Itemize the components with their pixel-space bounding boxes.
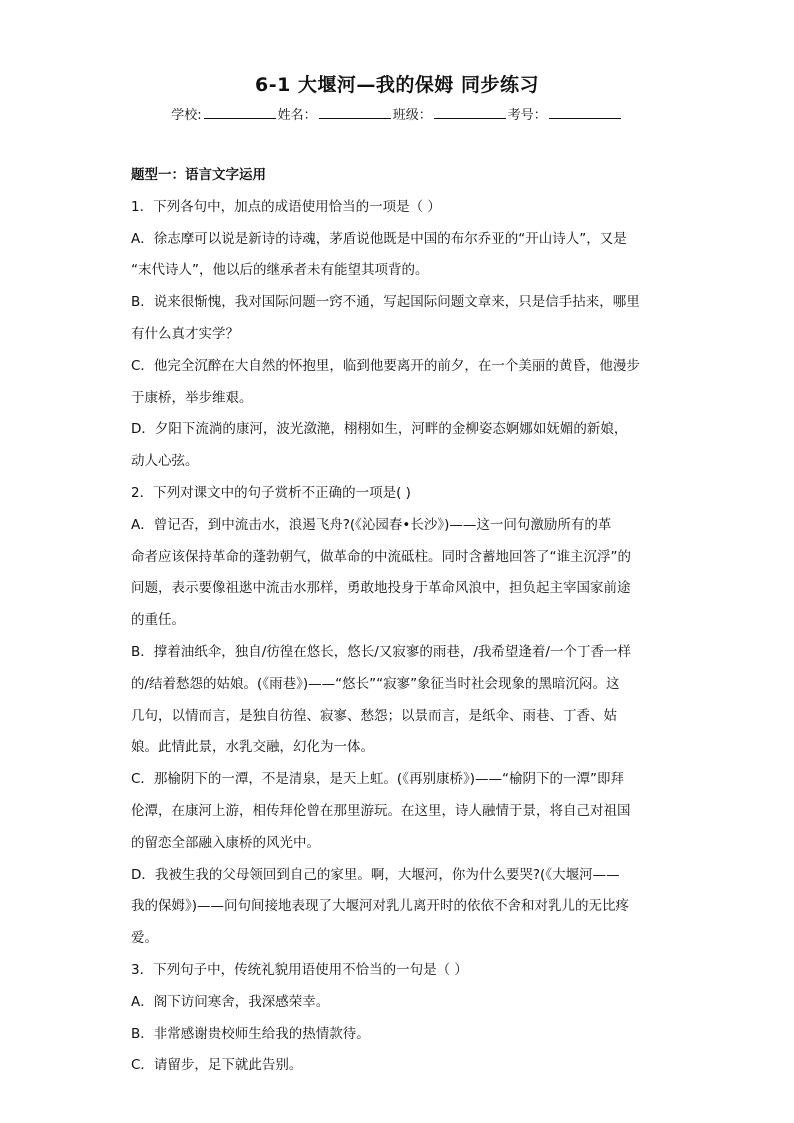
student-info-line [0,104,794,123]
question-2-option-b-cont: 娘。此情此景，水乳交融，幻化为一体。 [131,739,374,756]
question-2-option-c: C．那榆阴下的一潭，不是清泉，是天上虹。(《再别康桥》)——“榆阴下的一潭”即拜 [131,771,624,788]
question-2-option-d-cont: 爱。 [131,930,158,947]
question-1-option-b-cont: 有什么真才实学？ [131,325,239,342]
question-3-option-b: B．非常感谢贵校师生给我的热情款待。 [131,1025,370,1042]
question-1-option-d-cont: 动人心弦。 [131,453,199,470]
name-blank[interactable] [319,106,391,119]
class-blank[interactable] [434,106,506,119]
question-2-option-a-cont: 命者应该保持革命的蓬勃朝气，做革命的中流砥柱。同时含蓄地回答了“谁主沉浮”的 [131,548,631,565]
question-3 [131,955,663,1082]
class-label: 班级： [392,108,432,123]
question-2-option-b-cont: 的/结着愁怨的姑娘。(《雨巷》)——“悠长”“寂寥”象征当时社会现象的黑暗沉闷。这 [131,675,620,692]
question-1-option-a: A．徐志摩可以说是新诗的诗魂，茅盾说他既是中国的布尔乔亚的“开山诗人”，又是 [131,230,627,247]
question-2-option-d: D．我被生我的父母领回到自己的家里。啊，大堰河，你为什么要哭?(《大堰河—— [131,866,620,883]
school-blank[interactable] [204,106,276,119]
exam-number-label: 考号： [507,108,547,123]
question-1-option-c: C．他完全沉醉在大自然的怀抱里，临到他要离开的前夕，在一个美丽的黄昏，他漫步 [131,357,640,374]
question-3-option-a: A．阁下访问寒舍，我深感荣幸。 [131,993,330,1010]
question-2 [131,478,663,955]
name-label: 姓名： [277,108,317,123]
question-2-option-a-cont: 的重任。 [131,612,185,629]
question-3-option-c: C．请留步，足下就此告别。 [131,1057,303,1074]
question-2-option-b: B．撑着油纸伞，独自/彷徨在悠长，悠长/又寂寥的雨巷，/我希望逢着/一个丁香一样 [131,643,631,660]
question-2-option-a: A．曾记否，到中流击水，浪遏飞舟?(《沁园春•长沙》)——这一问句激励所有的革 [131,516,612,533]
question-2-option-d-cont: 我的保姆》)——问句间接地表现了大堰河对乳儿离开时的依依不舍和对乳儿的无比疼 [131,898,630,915]
question-1-option-a-cont: “末代诗人”，他以后的继承者未有能望其项背的。 [131,262,429,279]
worksheet-content [131,160,663,1082]
exam-number-blank[interactable] [549,106,621,119]
question-2-option-a-cont: 问题，表示要像祖逖中流击水那样，勇敢地投身于革命风浪中，担负起主宰国家前途 [131,580,631,597]
question-1-stem: 1．下列各句中，加点的成语使用恰当的一项是（ ） [131,198,441,215]
question-3-stem: 3．下列句子中，传统礼貌用语使用不恰当的一句是（ ） [131,961,468,978]
section-heading: 题型一：语言文字运用 [131,167,266,183]
question-1-option-b: B．说来很惭愧，我对国际问题一窍不通，写起国际问题文章来，只是信手拈来，哪里 [131,294,640,311]
question-2-stem: 2．下列对课文中的句子赏析不正确的一项是( ) [131,484,411,501]
question-2-option-b-cont: 几句，以情而言，是独自彷徨、寂寥、愁怨；以景而言，是纸伞、雨巷、丁香、姑 [131,707,617,724]
question-1-option-c-cont: 于康桥，举步维艰。 [131,389,253,406]
question-1 [131,192,663,478]
question-2-option-c-cont: 伦潭，在康河上游，相传拜伦曾在那里游玩。在这里，诗人融情于景，将自己对祖国 [131,802,631,819]
page-title: 6-1 大堰河—我的保姆 同步练习 [254,74,540,96]
question-1-option-d: D．夕阳下流淌的康河，波光潋滟，栩栩如生，河畔的金柳姿态婀娜如妩媚的新娘， [131,421,628,438]
school-label: 学校: [171,108,202,123]
question-2-option-c-cont: 的留恋全部融入康桥的风光中。 [131,834,320,851]
